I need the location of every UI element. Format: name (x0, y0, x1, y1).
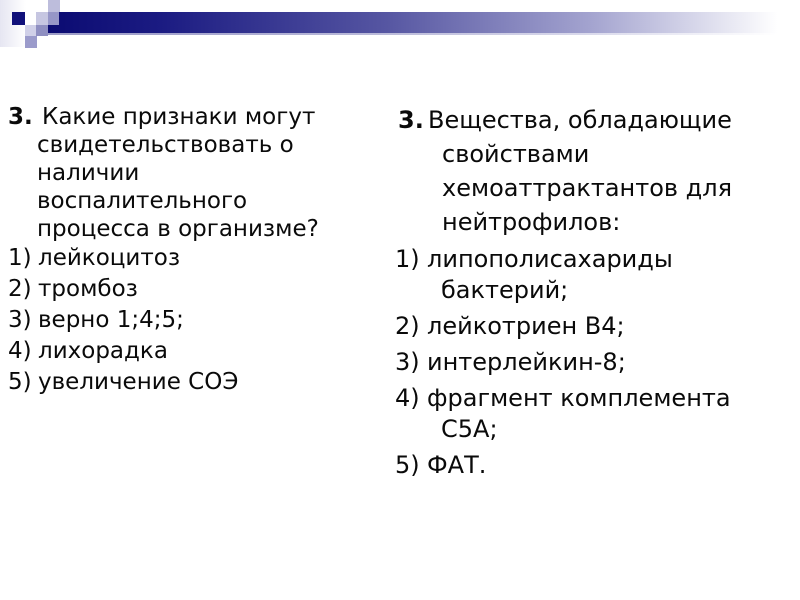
option-line (395, 347, 795, 378)
right-question (395, 103, 795, 239)
option-text: фрагмент комплемента (427, 384, 731, 412)
option-line: бактерий; (441, 276, 569, 304)
option-line (395, 450, 795, 481)
right-question-line: нейтрофилов: (442, 208, 621, 236)
right-question-block (395, 103, 795, 481)
option-marker: 2) (395, 312, 420, 340)
left-question-line: наличии (37, 160, 140, 186)
option-text: лейкоцитоз (38, 245, 181, 271)
right-question-line (395, 103, 795, 137)
right-options-list (395, 244, 795, 481)
deco-square-purple-e (25, 36, 37, 48)
option-line: С5А; (441, 415, 498, 443)
option-item (395, 347, 795, 378)
right-question-line: хемоаттрактантов для (442, 174, 733, 202)
option-marker: 3) (8, 307, 32, 333)
option-text: интерлейкин-8; (427, 348, 626, 376)
left-options-list (8, 243, 395, 398)
left-question-line: свидетельствовать о (37, 132, 294, 158)
option-marker: 5) (8, 369, 32, 395)
option-item (395, 311, 795, 342)
option-item (8, 305, 395, 336)
option-marker: 1) (8, 245, 32, 271)
option-text: тромбоз (38, 276, 138, 302)
option-text: липополисахариды (427, 245, 673, 273)
deco-square-purple-b (48, 12, 59, 25)
right-question-number: 3. (398, 106, 424, 134)
option-marker: 2) (8, 276, 32, 302)
option-line (395, 311, 795, 342)
option-marker: 5) (395, 451, 420, 479)
deco-square-lavender-a (36, 12, 48, 25)
option-item (8, 274, 395, 305)
deco-square-lavender-top (48, 0, 60, 12)
left-question-block (8, 103, 395, 398)
option-text: ФАТ. (427, 451, 487, 479)
option-item (395, 383, 795, 445)
deco-square-lavender-c (25, 25, 36, 36)
left-question-line: процесса в организме? (37, 216, 319, 242)
right-question-line: свойствами (442, 140, 590, 168)
option-marker: 1) (395, 245, 420, 273)
left-question-number: 3. (8, 104, 33, 130)
option-line (395, 383, 795, 414)
option-item (395, 450, 795, 481)
option-text: лихорадка (38, 338, 168, 364)
right-question-text: Вещества, обладающие (428, 106, 732, 134)
option-item (8, 243, 395, 274)
option-marker: 3) (395, 348, 420, 376)
option-marker: 4) (8, 338, 32, 364)
left-question-text: Какие признаки могут (42, 104, 316, 130)
slide-content (8, 103, 800, 481)
option-item (8, 367, 395, 398)
option-item (8, 336, 395, 367)
deco-square-purple-d (36, 25, 48, 36)
left-question-line (8, 103, 395, 131)
left-question (8, 103, 395, 243)
option-text: верно 1;4;5; (38, 307, 184, 333)
option-line (395, 244, 795, 275)
left-question-line: воспалительного (37, 188, 248, 214)
option-text: лейкотриен В4; (427, 312, 625, 340)
option-marker: 4) (395, 384, 420, 412)
deco-square-navy (12, 12, 25, 25)
title-bar (48, 12, 800, 35)
option-text: увеличение СОЭ (38, 369, 239, 395)
option-item (395, 244, 795, 306)
